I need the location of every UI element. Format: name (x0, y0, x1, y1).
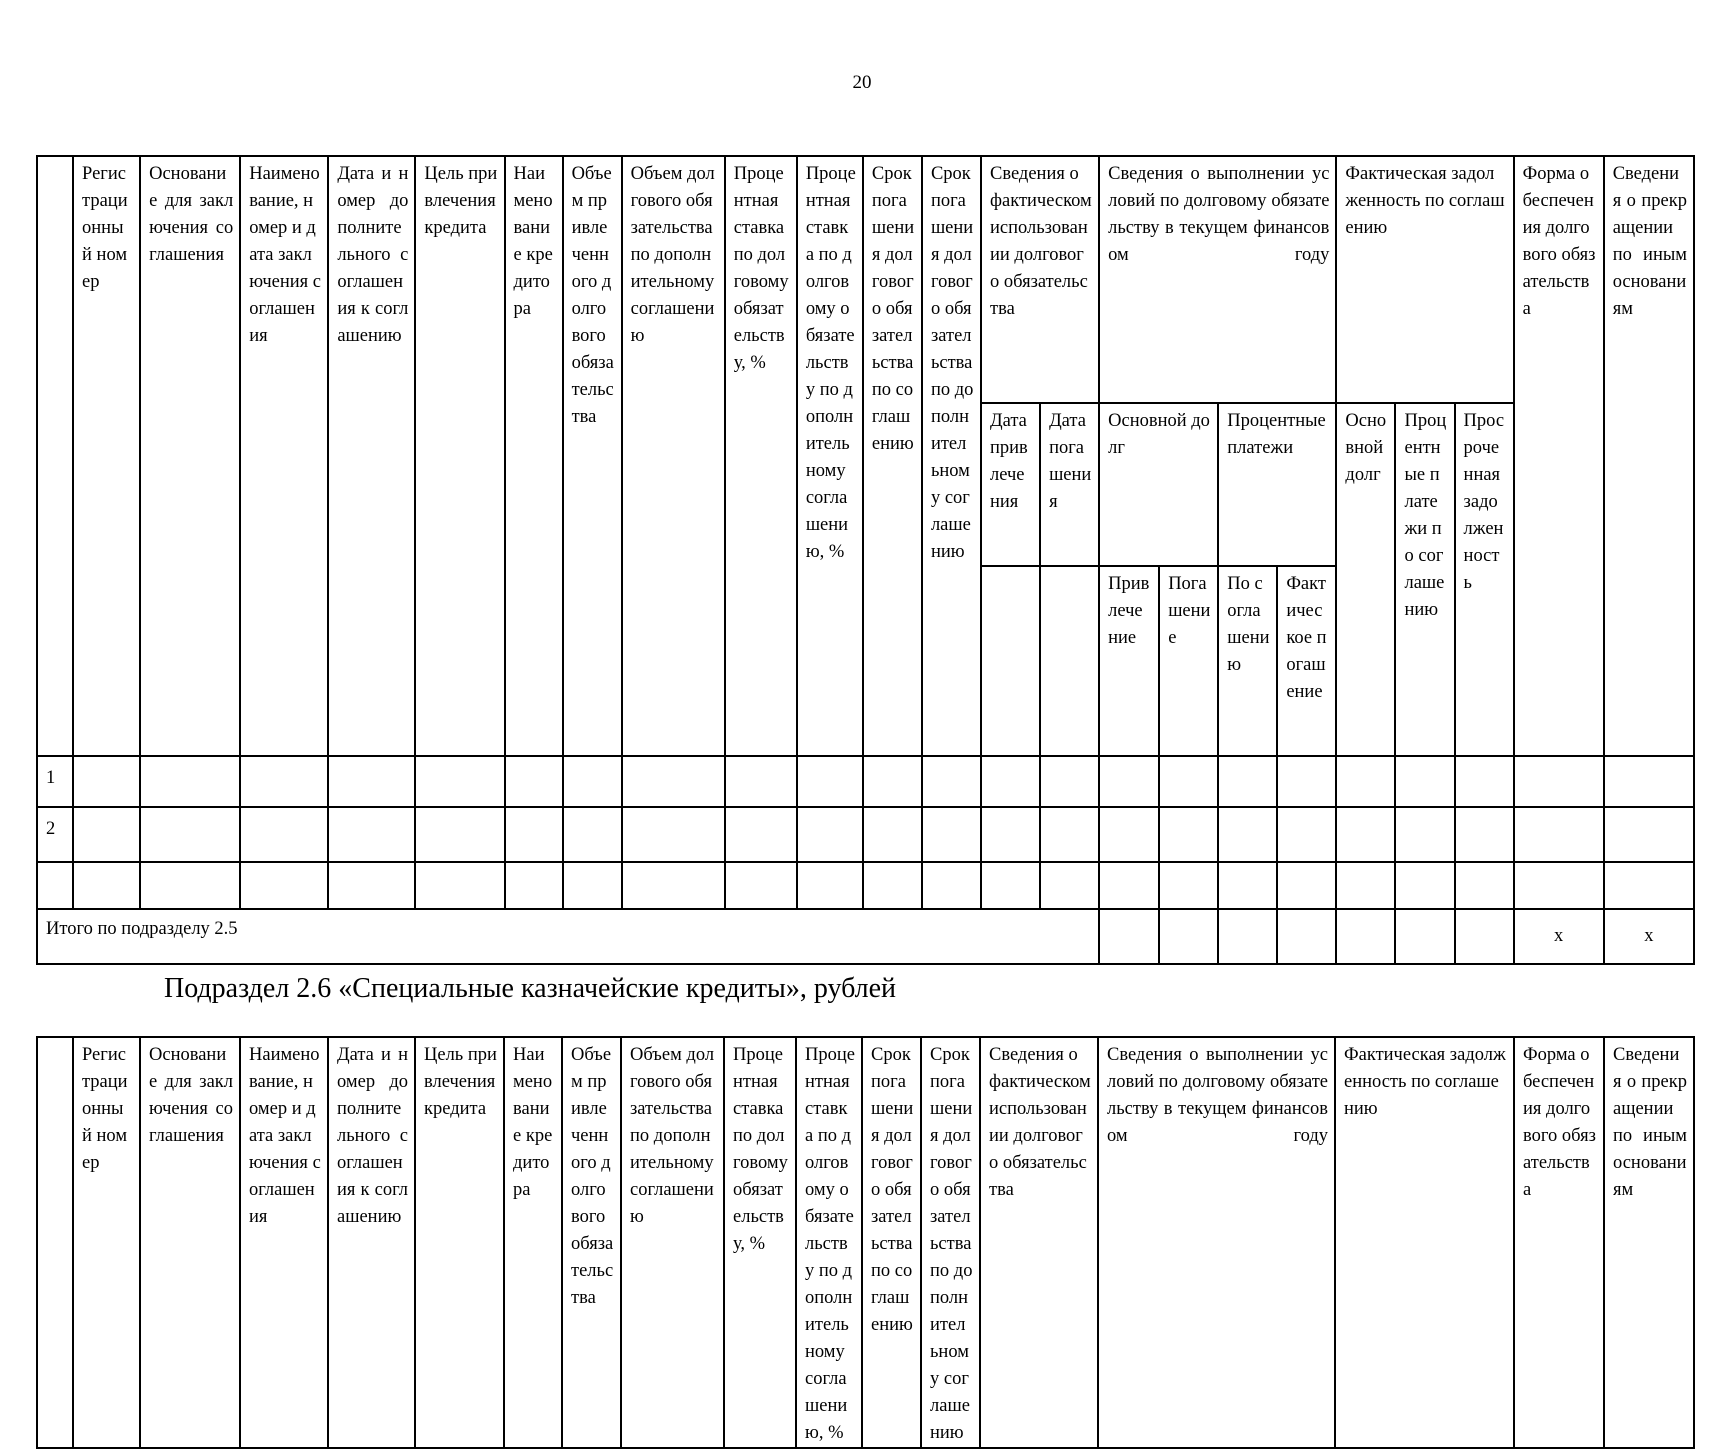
header-security-form: Форма обеспечения долгового обязательства (1514, 156, 1604, 756)
total-row (37, 909, 1694, 964)
header-supplementary-agreement: Дата и номер дополнительного соглашения к соглашению (328, 1037, 415, 1448)
header-purpose: Цель привлечения кредита (415, 1037, 504, 1448)
header-conditions: Сведения о выполнении условий по долговому обязательству в текущем финансовом году (1099, 156, 1336, 403)
total-cell (1336, 909, 1395, 964)
row-number: 1 (37, 756, 73, 807)
header-volume-attracted: Объем привлеченного долгового обязательства (563, 156, 622, 756)
total-cell (1099, 909, 1159, 964)
header-creditor: Наименование кредитора (505, 156, 563, 756)
header-principal: Основной долг (1099, 403, 1218, 566)
total-cell (1159, 909, 1218, 964)
header-supplementary-agreement: Дата и номер дополнительного соглашения к соглашению (328, 156, 415, 756)
total-cell (1455, 909, 1514, 964)
header-debt-principal: Основной долг (1336, 403, 1395, 756)
header-date-attracted: Дата привлечения (981, 403, 1040, 566)
header-interest-rate: Процентная ставка по долговому обязательству, % (725, 156, 797, 756)
header-interest-actual: Фактическое погашение (1277, 566, 1336, 756)
header-registration-number: Регистрационный номер (73, 156, 140, 756)
table-row (37, 862, 1694, 909)
index-header (37, 1037, 73, 1448)
subsection-title: Подраздел 2.6 «Специальные казначейские кредиты», рублей (164, 973, 897, 1004)
table-row (37, 756, 1694, 807)
header-principal-attraction: Привлечение (1099, 566, 1159, 756)
header-actual-debt: Фактическая задолженность по соглашению (1336, 156, 1513, 403)
header-term-supplementary: Срок погашения долгового обязательства по дополнительному соглашению (922, 156, 981, 756)
header-registration-number: Регистрационный номер (73, 1037, 140, 1448)
register-table-2-5 (36, 155, 1695, 965)
header-term-agreement: Срок погашения долгового обязательства по соглашению (863, 156, 922, 756)
total-mark: х (1604, 909, 1694, 964)
total-mark: х (1514, 909, 1604, 964)
header-interest-rate-supplementary: Процентная ставка по долговому обязательству по дополнительному соглашению, % (797, 156, 863, 756)
header-volume-supplementary: Объем долгового обязательства по дополнительному соглашению (622, 156, 725, 756)
total-cell (1395, 909, 1454, 964)
header-basis: Основание для заключения соглашения (140, 1037, 240, 1448)
row-number: 2 (37, 807, 73, 862)
page-number: 20 (852, 72, 872, 93)
index-header (37, 156, 73, 756)
header-term-agreement: Срок погашения долгового обязательства по соглашению (862, 1037, 921, 1448)
header-actual-use: Сведения о фактическом использовании долгового обязательства (981, 156, 1099, 403)
header-empty-cell (981, 566, 1040, 756)
header-actual-debt: Фактическая задолженность по соглашению (1335, 1037, 1514, 1448)
total-label: Итого по подразделу 2.5 (37, 909, 1099, 964)
header-agreement-name: Наименование, номер и дата заключения соглашения (240, 1037, 328, 1448)
header-termination: Сведения о прекращении по иным основаниям (1604, 1037, 1694, 1448)
header-interest-rate: Процентная ставка по долговому обязательству, % (724, 1037, 796, 1448)
header-debt-interest: Процентные платежи по соглашению (1395, 403, 1454, 756)
header-agreement-name: Наименование, номер и дата заключения соглашения (240, 156, 328, 756)
total-cell (1277, 909, 1336, 964)
header-basis: Основание для заключения соглашения (140, 156, 240, 756)
header-volume-attracted: Объем привлеченного долгового обязательства (562, 1037, 621, 1448)
header-termination: Сведения о прекращении по иным основаниям (1604, 156, 1694, 756)
total-cell (1218, 909, 1277, 964)
header-interest-by-agreement: По соглашению (1218, 566, 1277, 756)
header-creditor: Наименование кредитора (504, 1037, 562, 1448)
table-row (37, 807, 1694, 862)
register-table-2-6 (36, 1036, 1695, 1449)
header-volume-supplementary: Объем долгового обязательства по дополнительному соглашению (621, 1037, 724, 1448)
header-empty-cell (1040, 566, 1099, 756)
header-interest-rate-supplementary: Процентная ставка по долговому обязательству по дополнительному соглашению, % (796, 1037, 862, 1448)
header-conditions: Сведения о выполнении условий по долговому обязательству в текущем финансовом году (1098, 1037, 1335, 1448)
header-actual-use: Сведения о фактическом использовании долгового обязательства (980, 1037, 1098, 1448)
header-principal-repayment: Погашение (1159, 566, 1218, 756)
header-term-supplementary: Срок погашения долгового обязательства по дополнительному соглашению (921, 1037, 980, 1448)
header-security-form: Форма обеспечения долгового обязательства (1514, 1037, 1604, 1448)
row-number (37, 862, 73, 909)
header-interest-payments: Процентные платежи (1218, 403, 1336, 566)
header-debt-overdue: Просроченная задолженность (1455, 403, 1514, 756)
header-date-repaid: Дата погашения (1040, 403, 1099, 566)
header-purpose: Цель привлечения кредита (415, 156, 504, 756)
